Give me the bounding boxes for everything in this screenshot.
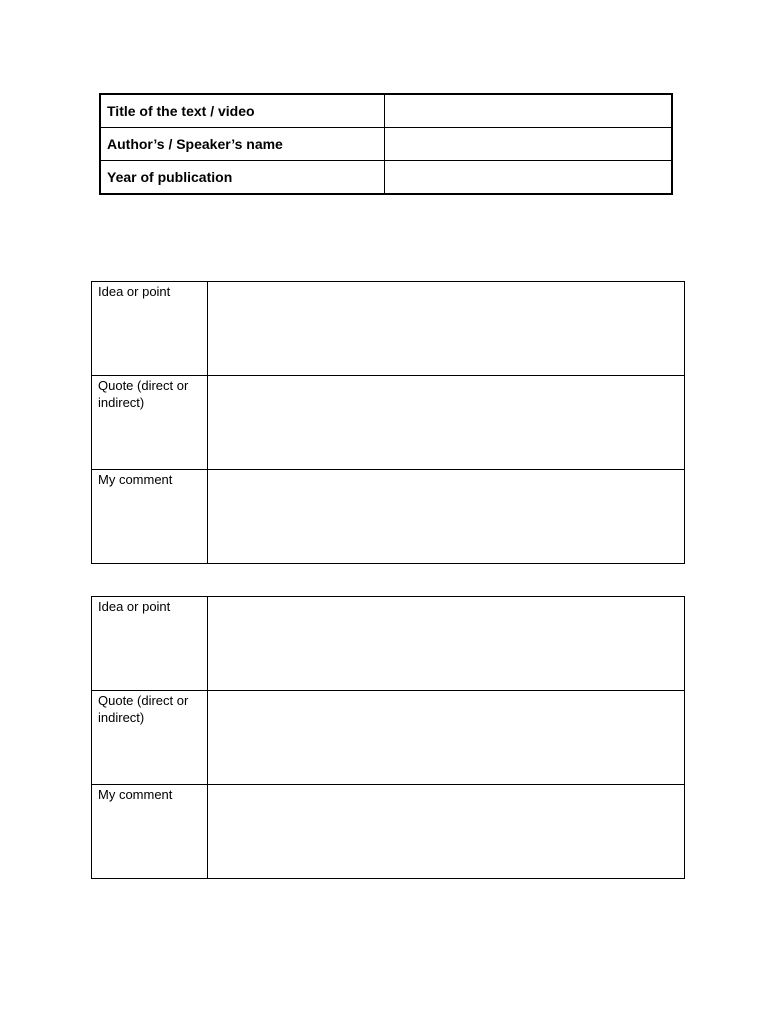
table-row xyxy=(92,470,685,564)
table-row xyxy=(92,282,685,376)
idea-label: Idea or point xyxy=(92,597,208,691)
table-row xyxy=(100,161,672,195)
comment-field[interactable] xyxy=(208,785,685,879)
note-table-2 xyxy=(91,596,685,879)
idea-field[interactable] xyxy=(208,282,685,376)
table-row xyxy=(92,376,685,470)
title-label: Title of the text / video xyxy=(100,94,384,128)
title-field[interactable] xyxy=(384,94,672,128)
comment-label: My comment xyxy=(92,785,208,879)
year-field[interactable] xyxy=(384,161,672,195)
author-field[interactable] xyxy=(384,128,672,161)
source-info-table xyxy=(99,93,673,195)
quote-label: Quote (direct or indirect) xyxy=(92,691,208,785)
table-row xyxy=(100,128,672,161)
table-row xyxy=(100,94,672,128)
comment-label: My comment xyxy=(92,470,208,564)
comment-field[interactable] xyxy=(208,470,685,564)
table-row xyxy=(92,597,685,691)
table-row xyxy=(92,691,685,785)
table-row xyxy=(92,785,685,879)
idea-label: Idea or point xyxy=(92,282,208,376)
idea-field[interactable] xyxy=(208,597,685,691)
year-label: Year of publication xyxy=(100,161,384,195)
quote-field[interactable] xyxy=(208,691,685,785)
quote-field[interactable] xyxy=(208,376,685,470)
note-table-1 xyxy=(91,281,685,564)
quote-label: Quote (direct or indirect) xyxy=(92,376,208,470)
author-label: Author’s / Speaker’s name xyxy=(100,128,384,161)
